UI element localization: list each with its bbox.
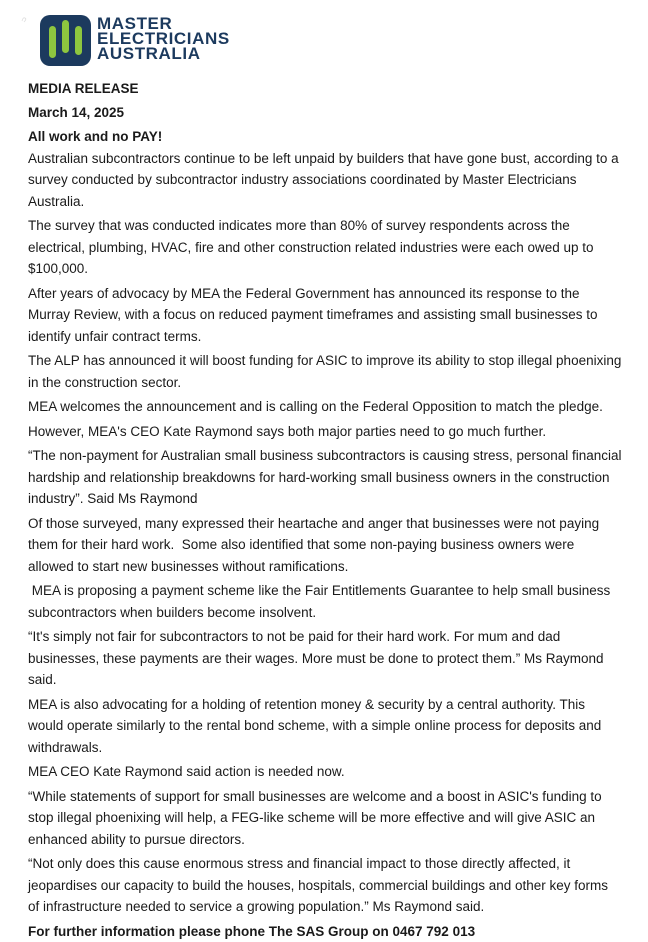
paragraph-alp-asic-funding: The ALP has announced it will boost funding for ASIC to improve its ability to stop illegal phoenixing in the construction sector. <box>28 350 622 393</box>
paragraph-quote-nonpayment: “The non-payment for Australian small business subcontractors is causing stress, personal financial hardship and relationship breakdowns for hard-working small business owners in the construction industry”. Said Ms Raymond <box>28 445 622 510</box>
paragraph-quote-not-fair: “It's simply not fair for subcontractors to not be paid for their hard work. For mum and dad businesses, these payments are their wages. More must be done to protect them.” Ms Raymond said. <box>28 626 622 691</box>
logo-wordmark-line1: MASTER <box>97 17 230 32</box>
logo-wordmark <box>97 17 230 61</box>
paragraph-mea-welcomes: MEA welcomes the announcement and is calling on the Federal Opposition to match the pledge. <box>28 396 622 418</box>
logo-bar-right <box>75 26 82 55</box>
paragraph-ceo-comment: However, MEA's CEO Kate Raymond says both major parties need to go much further. <box>28 421 622 443</box>
media-release-label: MEDIA RELEASE <box>28 78 622 100</box>
paragraph-survey-findings: The survey that was conducted indicates more than 80% of survey respondents across the electrical, plumbing, HVAC, fire and other construction related industries were each owed up to $100,000. <box>28 215 622 280</box>
release-date: March 14, 2025 <box>28 102 622 124</box>
paragraph-murray-review: After years of advocacy by MEA the Federal Government has announced its response to the Murray Review, with a focus on reduced payment timeframes and assisting small businesses to identify unfair contract terms. <box>28 283 622 348</box>
contact-info-line: For further information please phone The SAS Group on 0467 792 013 <box>28 921 622 942</box>
paragraph-feg-proposal: MEA is proposing a payment scheme like the Fair Entitlements Guarantee to help small business subcontractors when builders become insolvent. <box>28 580 622 623</box>
paragraph-retention-money: MEA is also advocating for a holding of retention money & security by a central authority. This would operate similarly to the rental bond scheme, with a simple online process for deposits and withdrawals. <box>28 694 622 759</box>
media-release-page <box>0 15 648 863</box>
paragraph-quote-not-only: “Not only does this cause enormous stress and financial impact to those directly affected, it jeopardises our capacity to build the houses, hospitals, commercial buildings and other key forms of infrastructure needed to service a growing population.” Ms Raymond said. <box>28 853 622 918</box>
master-electricians-logo-icon <box>40 15 91 66</box>
logo-bar-left <box>49 26 56 58</box>
scan-artifact <box>21 16 29 24</box>
logo-wordmark-line3: AUSTRALIA <box>97 47 230 62</box>
paragraph-survey-intro: Australian subcontractors continue to be left unpaid by builders that have gone bust, according to a survey conducted by subcontractor industry associations coordinated by Master Electricians Australia. <box>28 148 622 213</box>
logo-wordmark-line2: ELECTRICIANS <box>97 32 230 47</box>
paragraph-surveyed-heartache: Of those surveyed, many expressed their heartache and anger that businesses were not paying them for their hard work. Some also identified that some non-paying business owners were allowed to start new businesses without ramifications. <box>28 513 622 578</box>
paragraph-action-needed: MEA CEO Kate Raymond said action is needed now. <box>28 761 622 783</box>
headline: All work and no PAY! <box>28 126 622 148</box>
logo <box>40 15 622 66</box>
paragraph-quote-while-statements: “While statements of support for small businesses are welcome and a boost in ASIC's funding to stop illegal phoenixing will help, a FEG-like scheme will be more effective and will give ASIC an enhanced ability to pursue directors. <box>28 786 622 851</box>
release-body <box>28 148 622 918</box>
logo-bar-middle <box>62 20 69 53</box>
